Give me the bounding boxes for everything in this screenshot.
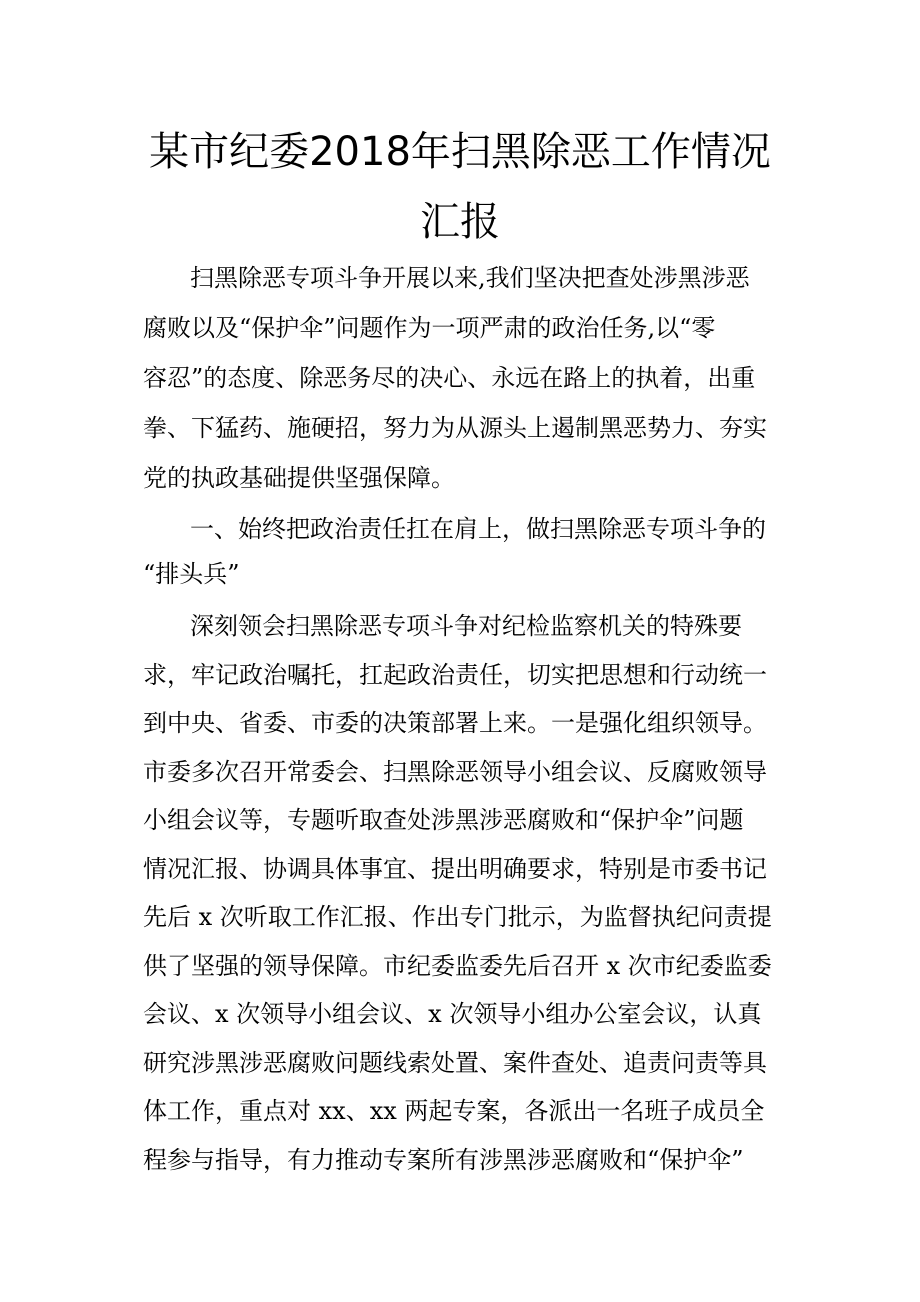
paragraph-line: 体工作，重点对 xx、xx 两起专案，各派出一名班子成员全 (143, 1097, 765, 1125)
section-heading-line: “排头兵” (143, 560, 240, 588)
paragraph-line: 会议、x 次领导小组会议、x 次领导小组办公室会议，认真 (143, 1000, 762, 1028)
paragraph-line: 先后 x 次听取工作汇报、作出专门批示，为监督执纪问责提 (143, 903, 772, 931)
paragraph-line: 扫黑除恶专项斗争开展以来,我们坚决把查处涉黑涉恶 (190, 264, 750, 292)
paragraph-line: 市委多次召开常委会、扫黑除恶领导小组会议、反腐败领导 (143, 758, 767, 786)
paragraph-line: 供了坚强的领导保障。市纪委监委先后召开 x 次市纪委监委 (143, 952, 772, 980)
document-title-line-2: 汇报 (420, 199, 500, 245)
section-heading-line: 一、始终把政治责任扛在肩上，做扫黑除恶专项斗争的 (190, 515, 766, 543)
paragraph-line: 到中央、省委、市委的决策部署上来。一是强化组织领导。 (143, 709, 767, 737)
paragraph-line: 拳、下猛药、施硬招，努力为从源头上遏制黑恶势力、夯实 (143, 414, 767, 442)
paragraph-line: 腐败以及“保护伞”问题作为一项严肃的政治任务,以“零 (143, 314, 716, 342)
paragraph-line: 党的执政基础提供坚强保障。 (143, 464, 455, 492)
paragraph-line: 程参与指导，有力推动专案所有涉黑涉恶腐败和“保护伞” (143, 1146, 744, 1174)
paragraph-line: 深刻领会扫黑除恶专项斗争对纪检监察机关的特殊要 (190, 612, 742, 640)
paragraph-line: 求，牢记政治嘱托，扛起政治责任，切实把思想和行动统一 (143, 661, 767, 689)
document-title-line-1: 某市纪委2018年扫黑除恶工作情况 (149, 129, 771, 175)
paragraph-line: 研究涉黑涉恶腐败问题线索处置、案件查处、追责问责等具 (143, 1049, 767, 1077)
paragraph-line: 情况汇报、协调具体事宜、提出明确要求，特别是市委书记 (143, 855, 767, 883)
paragraph-line: 容忍”的态度、除恶务尽的决心、永远在路上的执着，出重 (143, 364, 756, 392)
paragraph-line: 小组会议等，专题听取查处涉黑涉恶腐败和“保护伞”问题 (143, 806, 744, 834)
